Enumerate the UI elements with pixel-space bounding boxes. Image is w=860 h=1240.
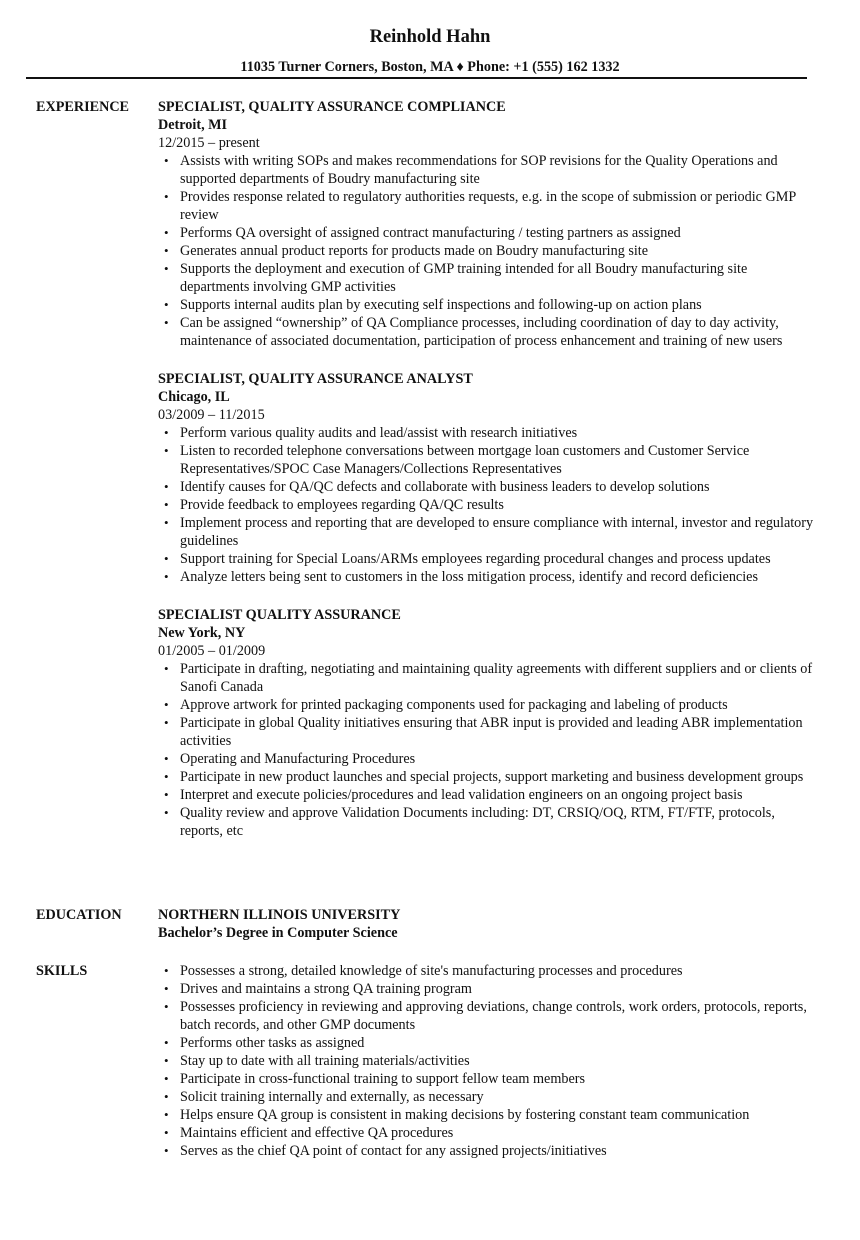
- job-title: SPECIALIST, QUALITY ASSURANCE COMPLIANCE: [158, 99, 506, 115]
- job-entry: [158, 606, 818, 840]
- list-item: • Participate in cross-functional training to support fellow team members: [158, 1070, 818, 1088]
- job-location: Chicago, IL: [158, 389, 230, 405]
- list-item: • Interpret and execute policies/procedures and lead validation engineers on an ongoing project basis: [158, 786, 818, 804]
- job-bullets: [158, 152, 818, 350]
- list-item: • Participate in drafting, negotiating and maintaining quality agreements with different suppliers and or clients of Sanofi Canada: [158, 660, 818, 696]
- job-bullets: [158, 424, 818, 586]
- list-item: • Possesses a strong, detailed knowledge of site's manufacturing processes and procedures: [158, 962, 818, 980]
- list-item: • Generates annual product reports for products made on Boudry manufacturing site: [158, 242, 818, 260]
- list-item: • Provides response related to regulatory authorities requests, e.g. in the scope of submission or periodic GMP review: [158, 188, 818, 224]
- list-item: • Identify causes for QA/QC defects and collaborate with business leaders to develop solutions: [158, 478, 818, 496]
- list-item: • Analyze letters being sent to customers in the loss mitigation process, identify and record deficiencies: [158, 568, 818, 586]
- section-label-experience: EXPERIENCE: [36, 99, 130, 115]
- header-divider: [26, 77, 807, 79]
- list-item: • Supports internal audits plan by executing self inspections and following-up on action plans: [158, 296, 818, 314]
- list-item: • Assists with writing SOPs and makes recommendations for SOP revisions for the Quality Operations and supported departments of Boudry manufacturing site: [158, 152, 818, 188]
- job-title: SPECIALIST, QUALITY ASSURANCE ANALYST: [158, 371, 473, 387]
- list-item: • Participate in global Quality initiatives ensuring that ABR input is provided and leading ABR implementation activities: [158, 714, 818, 750]
- list-item: • Quality review and approve Validation Documents including: DT, CRSIQ/OQ, RTM, FT/FTF, protocols, reports, etc: [158, 804, 818, 840]
- list-item: • Implement process and reporting that are developed to ensure compliance with internal, investor and regulatory guidelines: [158, 514, 818, 550]
- job-dates: 12/2015 – present: [158, 135, 260, 151]
- section-label-education: EDUCATION: [36, 907, 122, 923]
- degree: Bachelor’s Degree in Computer Science: [158, 925, 398, 941]
- resume-name: Reinhold Hahn: [369, 27, 491, 47]
- list-item: • Support training for Special Loans/ARMs employees regarding procedural changes and process updates: [158, 550, 818, 568]
- job-bullets: [158, 660, 818, 840]
- list-item: • Performs QA oversight of assigned contract manufacturing / testing partners as assigned: [158, 224, 818, 242]
- list-item: • Can be assigned “ownership” of QA Compliance processes, including coordination of day to day activity, maintenance of associated documentation, participation of process enhancement and training of new users: [158, 314, 818, 350]
- list-item: • Operating and Manufacturing Procedures: [158, 750, 818, 768]
- contact-line: 11035 Turner Corners, Boston, MA ♦ Phone: +1 (555) 162 1332: [240, 59, 620, 75]
- list-item: • Listen to recorded telephone conversations between mortgage loan customers and Customer Service Representatives/SPOC Case Managers/Collections Representatives: [158, 442, 818, 478]
- list-item: • Stay up to date with all training materials/activities: [158, 1052, 818, 1070]
- job-dates: 01/2005 – 01/2009: [158, 643, 266, 659]
- section-label-skills: SKILLS: [36, 963, 88, 979]
- job-dates: 03/2009 – 11/2015: [158, 407, 265, 423]
- list-item: • Possesses proficiency in reviewing and approving deviations, change controls, work orders, protocols, reports, batch records, and other GMP documents: [158, 998, 818, 1034]
- list-item: • Helps ensure QA group is consistent in making decisions by fostering constant team communication: [158, 1106, 818, 1124]
- skills-list: [158, 962, 818, 1160]
- list-item: • Supports the deployment and execution of GMP training intended for all Boudry manufacturing site departments involving GMP activities: [158, 260, 818, 296]
- list-item: • Provide feedback to employees regarding QA/QC results: [158, 496, 818, 514]
- list-item: • Perform various quality audits and lead/assist with research initiatives: [158, 424, 818, 442]
- list-item: • Drives and maintains a strong QA training program: [158, 980, 818, 998]
- list-item: • Solicit training internally and externally, as necessary: [158, 1088, 818, 1106]
- job-location: Detroit, MI: [158, 117, 228, 133]
- job-title: SPECIALIST QUALITY ASSURANCE: [158, 607, 401, 623]
- job-entry: [158, 98, 818, 350]
- school-name: NORTHERN ILLINOIS UNIVERSITY: [158, 907, 401, 923]
- list-item: • Participate in new product launches and special projects, support marketing and business development groups: [158, 768, 818, 786]
- job-entry: [158, 370, 818, 586]
- list-item: • Performs other tasks as assigned: [158, 1034, 818, 1052]
- list-item: • Maintains efficient and effective QA procedures: [158, 1124, 818, 1142]
- list-item: • Approve artwork for printed packaging components used for packaging and labeling of products: [158, 696, 818, 714]
- job-location: New York, NY: [158, 625, 246, 641]
- list-item: • Serves as the chief QA point of contact for any assigned projects/initiatives: [158, 1142, 818, 1160]
